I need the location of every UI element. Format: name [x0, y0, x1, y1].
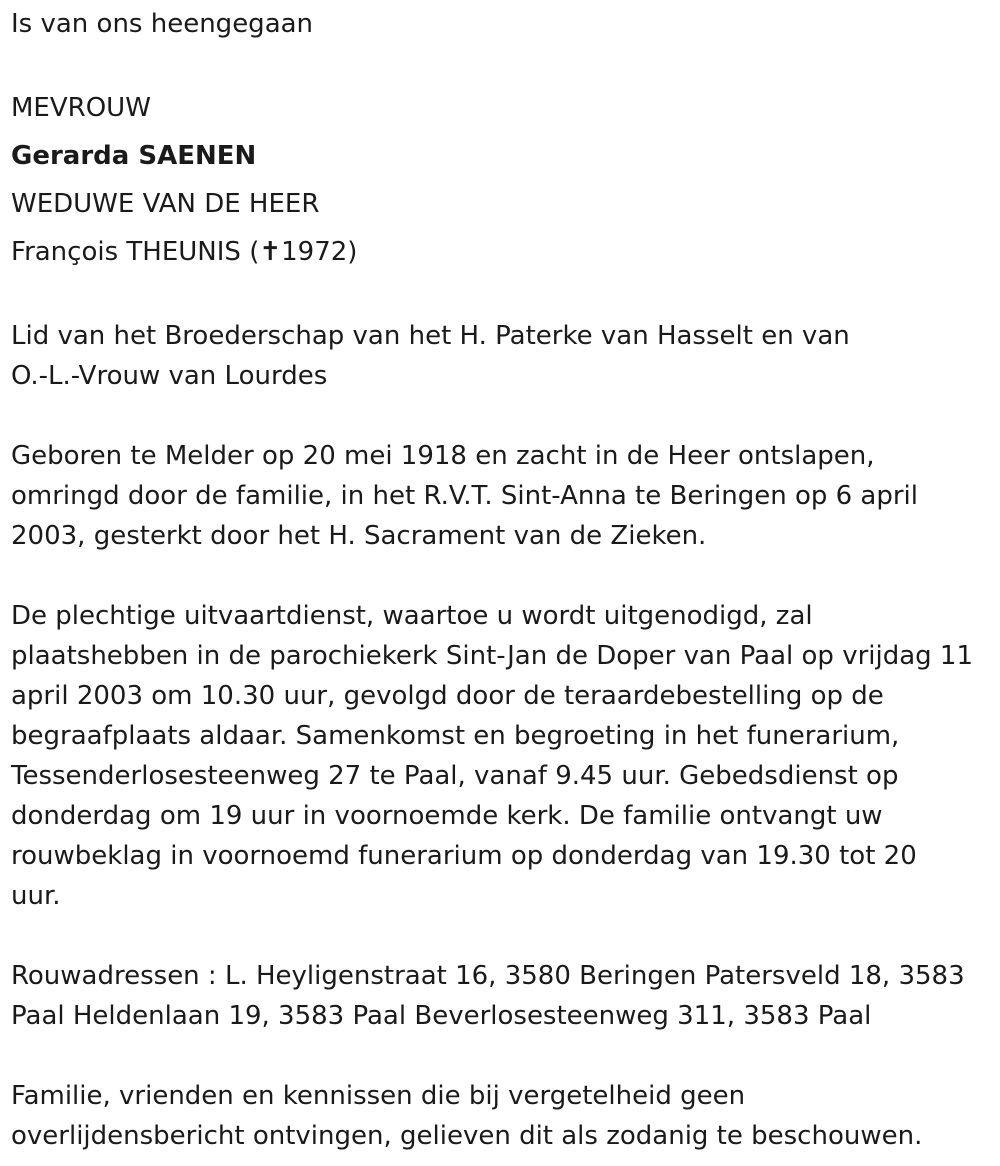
- spacer: [11, 44, 991, 84]
- spouse-line: [11, 228, 991, 276]
- spacer: [11, 276, 991, 316]
- funeral-paragraph: [11, 596, 991, 916]
- spacer: [11, 556, 991, 596]
- funeral-line: rouwbeklag in voornoemd funerarium op donderdag van 19.30 tot 20: [11, 841, 917, 871]
- membership-paragraph: [11, 316, 991, 396]
- widow-label: WEDUWE VAN DE HEER: [11, 189, 320, 219]
- title-prefix: MEVROUW: [11, 93, 151, 123]
- funeral-line: Tessenderlosesteenweg 27 te Paal, vanaf 9.45 uur. Gebedsdienst op: [11, 761, 899, 791]
- funeral-line: begraafplaats aldaar. Samenkomst en begroeting in het funerarium,: [11, 721, 900, 751]
- intro-text: Is van ons heengegaan: [11, 9, 314, 39]
- membership-line: O.-L.-Vrouw van Lourdes: [11, 361, 328, 391]
- deceased-block: [11, 84, 991, 276]
- birth-death-line: omringd door de familie, in het R.V.T. Sint-Anna te Beringen op 6 april: [11, 481, 919, 511]
- deceased-name: Gerarda SAENEN: [11, 141, 257, 171]
- address-line: Rouwadressen : L. Heyligenstraat 16, 3580 Beringen Patersveld 18, 3583: [11, 961, 965, 991]
- closing-line: overlijdensbericht ontvingen, gelieven dit als zodanig te beschouwen.: [11, 1121, 923, 1151]
- closing-line: Familie, vrienden en kennissen die bij vergetelheid geen: [11, 1081, 746, 1111]
- membership-line: Lid van het Broederschap van het H. Paterke van Hasselt en van: [11, 321, 850, 351]
- birth-death-paragraph: [11, 436, 991, 556]
- birth-death-line: Geboren te Melder op 20 mei 1918 en zacht in de Heer ontslapen,: [11, 441, 875, 471]
- funeral-line: De plechtige uitvaartdienst, waartoe u wordt uitgenodigd, zal: [11, 601, 813, 631]
- spacer: [11, 1036, 991, 1076]
- obituary-notice: [11, 4, 991, 1156]
- funeral-line: plaatshebben in de parochiekerk Sint-Jan de Doper van Paal op vrijdag 11: [11, 641, 974, 671]
- spacer: [11, 396, 991, 436]
- funeral-line: donderdag om 19 uur in voornoemde kerk. De familie ontvangt uw: [11, 801, 883, 831]
- spacer: [11, 916, 991, 956]
- funeral-line: uur.: [11, 881, 61, 911]
- spouse-death: (✝1972): [249, 237, 358, 267]
- address-line: Paal Heldenlaan 19, 3583 Paal Beverlosesteenweg 311, 3583 Paal: [11, 1001, 872, 1031]
- birth-death-line: 2003, gesterkt door het H. Sacrament van de Zieken.: [11, 521, 707, 551]
- funeral-line: april 2003 om 10.30 uur, gevolgd door de teraardebestelling op de: [11, 681, 884, 711]
- spouse-name: François THEUNIS: [11, 237, 241, 267]
- addresses-paragraph: [11, 956, 991, 1036]
- closing-paragraph: [11, 1076, 991, 1156]
